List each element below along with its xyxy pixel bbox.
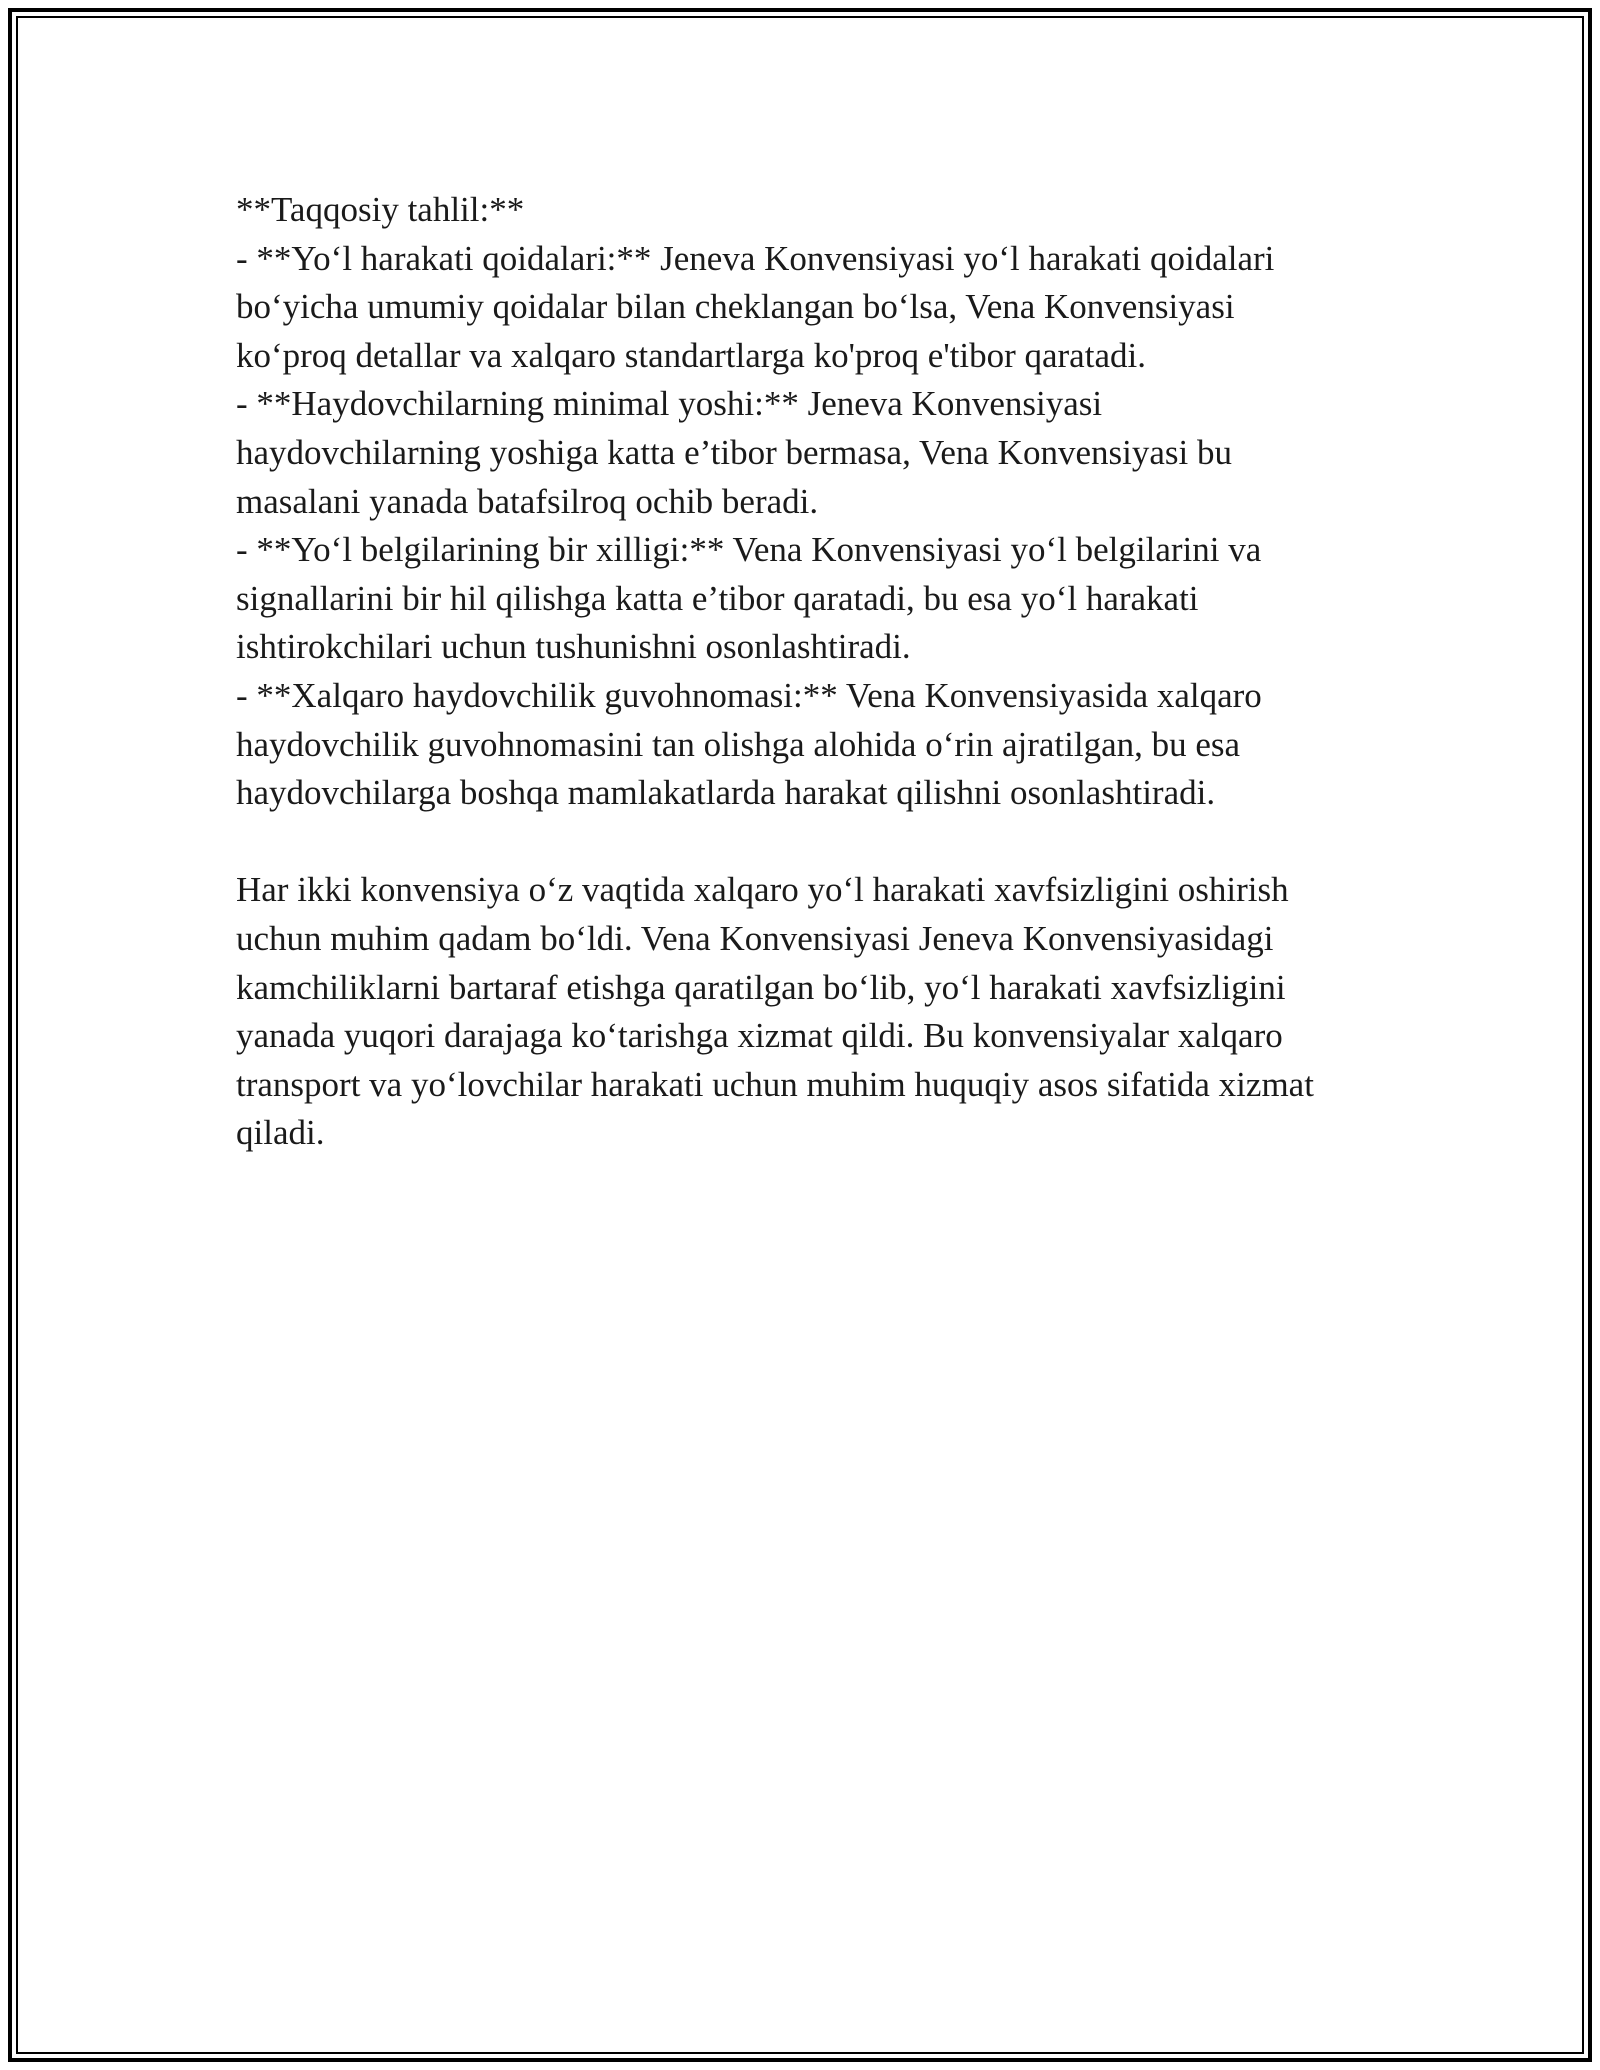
text-line: ishtirokchilari uchun tushunishni osonlashtiradi. bbox=[236, 627, 911, 667]
text-line: - **Yo‘l harakati qoidalari:** Jeneva Konvensiyasi yo‘l harakati qoidalari bbox=[236, 238, 1275, 278]
document-body bbox=[236, 186, 1406, 1158]
text-line: kamchiliklarni bartaraf etishga qaratilgan bo‘lib, yo‘l harakati xavfsizligini bbox=[236, 967, 1286, 1007]
text-line: - **Yo‘l belgilarining bir xilligi:** Vena Konvensiyasi yo‘l belgilarini va bbox=[236, 530, 1262, 570]
text-line: yanada yuqori darajaga ko‘tarishga xizmat qildi. Bu konvensiyalar xalqaro bbox=[236, 1016, 1283, 1056]
text-line: bo‘yicha umumiy qoidalar bilan cheklangan bo‘lsa, Vena Konvensiyasi bbox=[236, 287, 1235, 327]
text-line: haydovchilik guvohnomasini tan olishga alohida o‘rin ajratilgan, bu esa bbox=[236, 724, 1241, 764]
text-line: uchun muhim qadam bo‘ldi. Vena Konvensiyasi Jeneva Konvensiyasidagi bbox=[236, 918, 1274, 958]
text-line: ko‘proq detallar va xalqaro standartlarga ko'proq e'tibor qaratadi. bbox=[236, 335, 1146, 375]
text-line: Har ikki konvensiya o‘z vaqtida xalqaro yo‘l harakati xavfsizligini oshirish bbox=[236, 870, 1289, 910]
section-heading: **Taqqosiy tahlil:** bbox=[236, 190, 525, 229]
paragraph-gap bbox=[236, 818, 1406, 867]
text-line: masalani yanada batafsilroq ochib beradi. bbox=[236, 481, 819, 521]
text-line: - **Xalqaro haydovchilik guvohnomasi:** Vena Konvensiyasida xalqaro bbox=[236, 675, 1262, 715]
text-line: - **Haydovchilarning minimal yoshi:** Jeneva Konvensiyasi bbox=[236, 384, 1103, 424]
text-line: haydovchilarga boshqa mamlakatlarda harakat qilishni osonlashtiradi. bbox=[236, 773, 1216, 813]
text-line: transport va yo‘lovchilar harakati uchun muhim huquqiy asos sifatida xizmat bbox=[236, 1064, 1314, 1104]
text-line: haydovchilarning yoshiga katta e’tibor bermasa, Vena Konvensiyasi bu bbox=[236, 432, 1232, 472]
comparative-analysis-section bbox=[236, 186, 1406, 818]
text-line: signallarini bir hil qilishga katta e’tibor qaratadi, bu esa yo‘l harakati bbox=[236, 578, 1199, 618]
text-line: qiladi. bbox=[236, 1113, 325, 1153]
conclusion-paragraph bbox=[236, 866, 1406, 1158]
